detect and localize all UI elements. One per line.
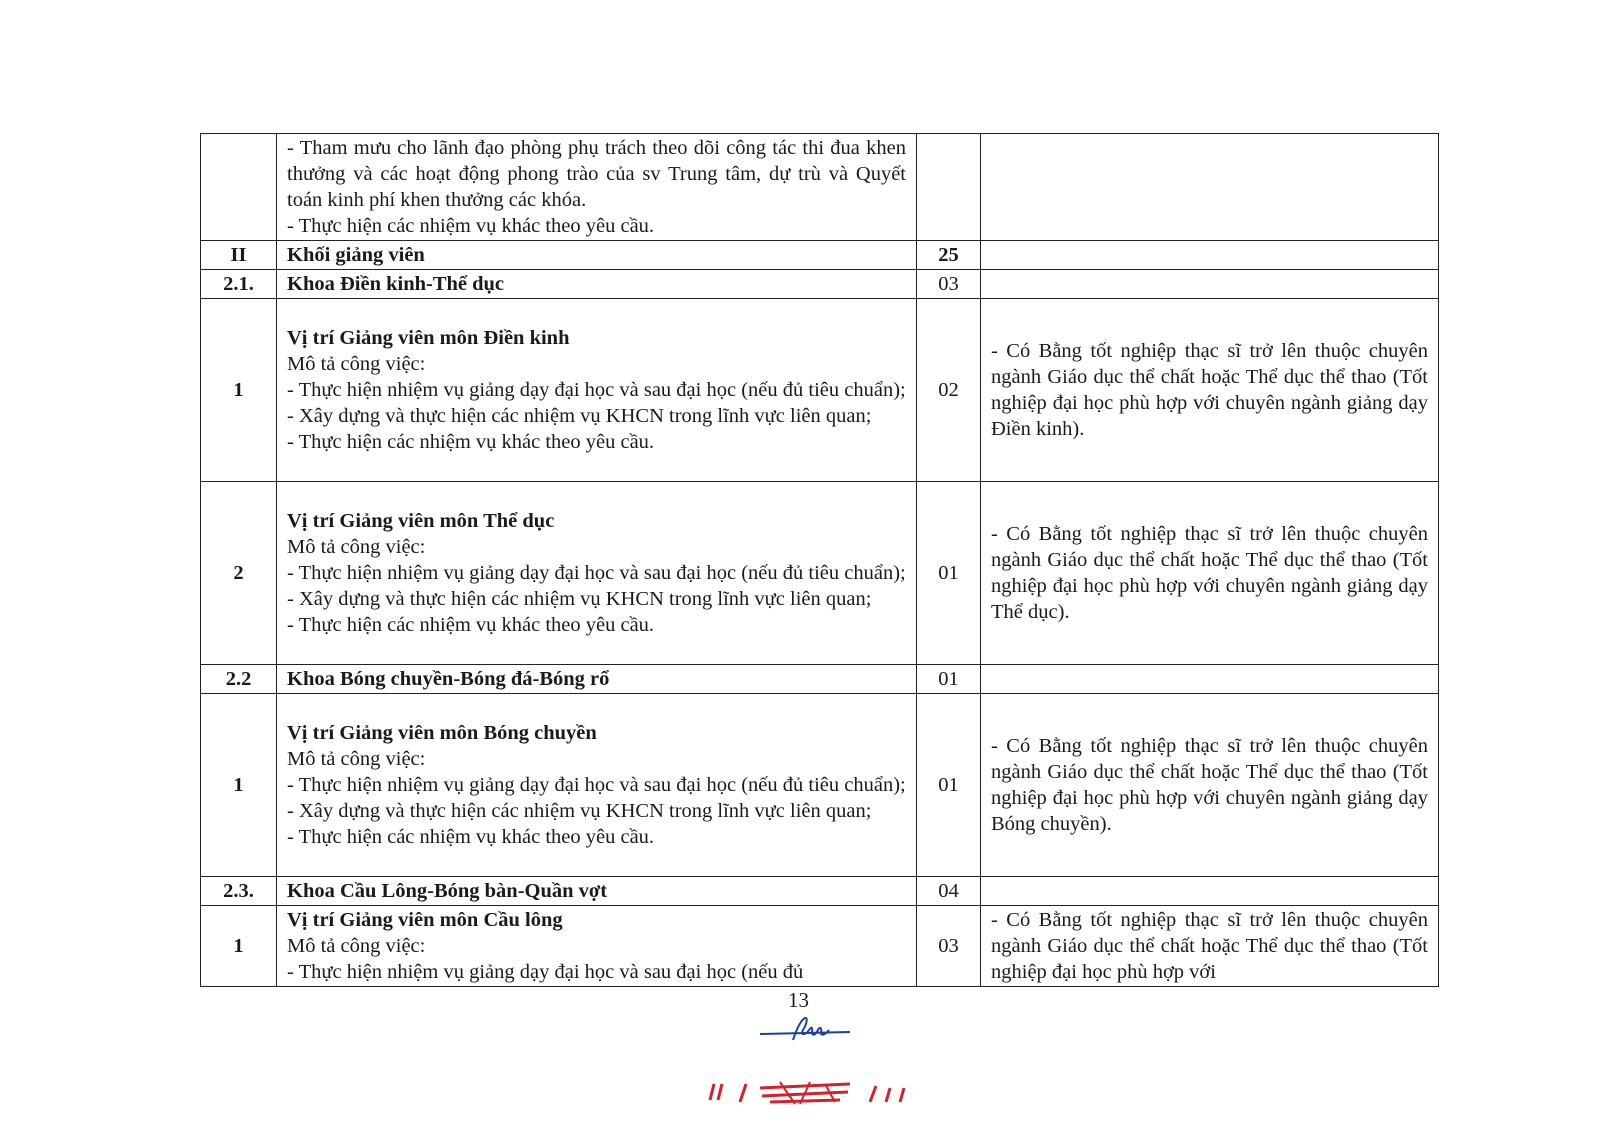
recruitment-table (200, 133, 1439, 987)
group-row (201, 877, 1439, 906)
page-number: 13 (788, 988, 809, 1012)
group-row (201, 241, 1439, 270)
group-title: Khoa Điền kinh-Thể dục (277, 270, 917, 299)
group-count: 01 (917, 665, 981, 694)
task-line: Mô tả công việc: (287, 748, 426, 770)
position-row (201, 482, 1439, 665)
group-row (201, 665, 1439, 694)
requirement-cell: - Có Bằng tốt nghiệp thạc sĩ trở lên thuộc chuyên ngành Giáo dục thể chất hoặc Thể dục thể thao (Tốt nghiệp đại học phù hợp với chuyên ngành giảng dạy Điền kinh). (981, 299, 1439, 482)
requirement-cell: - Có Bằng tốt nghiệp thạc sĩ trở lên thuộc chuyên ngành Giáo dục thể chất hoặc Thể dục thể thao (Tốt nghiệp đại học phù hợp với chuyên ngành giảng dạy Bóng chuyền). (981, 694, 1439, 877)
position-count: 01 (917, 482, 981, 665)
task-line: - Thực hiện các nhiệm vụ khác theo yêu cầu. (287, 431, 655, 453)
task-line: - Xây dựng và thực hiện các nhiệm vụ KHCN trong lĩnh vực liên quan; (287, 405, 872, 427)
task-line: - Thực hiện nhiệm vụ giảng dạy đại học và sau đại học (nếu đủ tiêu chuẩn); (287, 379, 906, 401)
group-count: 04 (917, 877, 981, 906)
group-count: 03 (917, 270, 981, 299)
requirement-cell (981, 134, 1439, 241)
count-cell (917, 134, 981, 241)
task-line: - Thực hiện các nhiệm vụ khác theo yêu cầu. (287, 614, 655, 636)
table-row (201, 134, 1439, 241)
requirement-cell (981, 665, 1439, 694)
position-number: 1 (201, 906, 277, 987)
requirement-cell (981, 877, 1439, 906)
requirement-cell: - Có Bằng tốt nghiệp thạc sĩ trở lên thuộc chuyên ngành Giáo dục thể chất hoặc Thể dục thể thao (Tốt nghiệp đại học phù hợp với (981, 906, 1439, 987)
group-count: 25 (917, 241, 981, 270)
requirement-cell (981, 241, 1439, 270)
position-count: 02 (917, 299, 981, 482)
requirement-cell (981, 270, 1439, 299)
task-line: - Xây dựng và thực hiện các nhiệm vụ KHCN trong lĩnh vực liên quan; (287, 588, 872, 610)
group-title: Khối giảng viên (277, 241, 917, 270)
task-line: - Tham mưu cho lãnh đạo phòng phụ trách theo dõi công tác thi đua khen thưởng và các hoạt động phong trào của sv Trung tâm, dự trù và Quyết toán kinh phí khen thưởng các khóa. (287, 137, 906, 211)
group-row (201, 270, 1439, 299)
position-number: 1 (201, 694, 277, 877)
description-cell (277, 906, 917, 987)
description-cell (277, 134, 917, 241)
task-line: - Thực hiện nhiệm vụ giảng dạy đại học và sau đại học (nếu đủ (287, 961, 804, 983)
group-number: II (201, 241, 277, 270)
stamp-icon (700, 1070, 920, 1110)
position-title: Vị trí Giảng viên môn Điền kinh (287, 327, 570, 349)
group-title: Khoa Bóng chuyền-Bóng đá-Bóng rổ (277, 665, 917, 694)
group-number: 2.2 (201, 665, 277, 694)
task-line: - Thực hiện các nhiệm vụ khác theo yêu cầu. (287, 826, 655, 848)
position-title: Vị trí Giảng viên môn Bóng chuyền (287, 722, 597, 744)
requirement-cell: - Có Bằng tốt nghiệp thạc sĩ trở lên thuộc chuyên ngành Giáo dục thể chất hoặc Thể dục thể thao (Tốt nghiệp đại học phù hợp với chuyên ngành giảng dạy Thể dục). (981, 482, 1439, 665)
position-count: 01 (917, 694, 981, 877)
task-line: Mô tả công việc: (287, 935, 426, 957)
description-cell (277, 482, 917, 665)
task-line: - Thực hiện nhiệm vụ giảng dạy đại học và sau đại học (nếu đủ tiêu chuẩn); (287, 774, 906, 796)
position-row (201, 694, 1439, 877)
group-number: 2.1. (201, 270, 277, 299)
position-title: Vị trí Giảng viên môn Cầu lông (287, 909, 563, 931)
position-row (201, 299, 1439, 482)
signature-icon (755, 1010, 865, 1050)
task-line: - Thực hiện nhiệm vụ giảng dạy đại học và sau đại học (nếu đủ tiêu chuẩn); (287, 562, 906, 584)
task-line: Mô tả công việc: (287, 536, 426, 558)
num-cell (201, 134, 277, 241)
position-number: 1 (201, 299, 277, 482)
group-number: 2.3. (201, 877, 277, 906)
task-line: - Thực hiện các nhiệm vụ khác theo yêu cầu. (287, 215, 655, 237)
description-cell (277, 299, 917, 482)
position-number: 2 (201, 482, 277, 665)
position-row (201, 906, 1439, 987)
description-cell (277, 694, 917, 877)
task-line: Mô tả công việc: (287, 353, 426, 375)
position-count: 03 (917, 906, 981, 987)
group-title: Khoa Cầu Lông-Bóng bàn-Quần vợt (277, 877, 917, 906)
position-title: Vị trí Giảng viên môn Thể dục (287, 510, 555, 532)
task-line: - Xây dựng và thực hiện các nhiệm vụ KHCN trong lĩnh vực liên quan; (287, 800, 872, 822)
